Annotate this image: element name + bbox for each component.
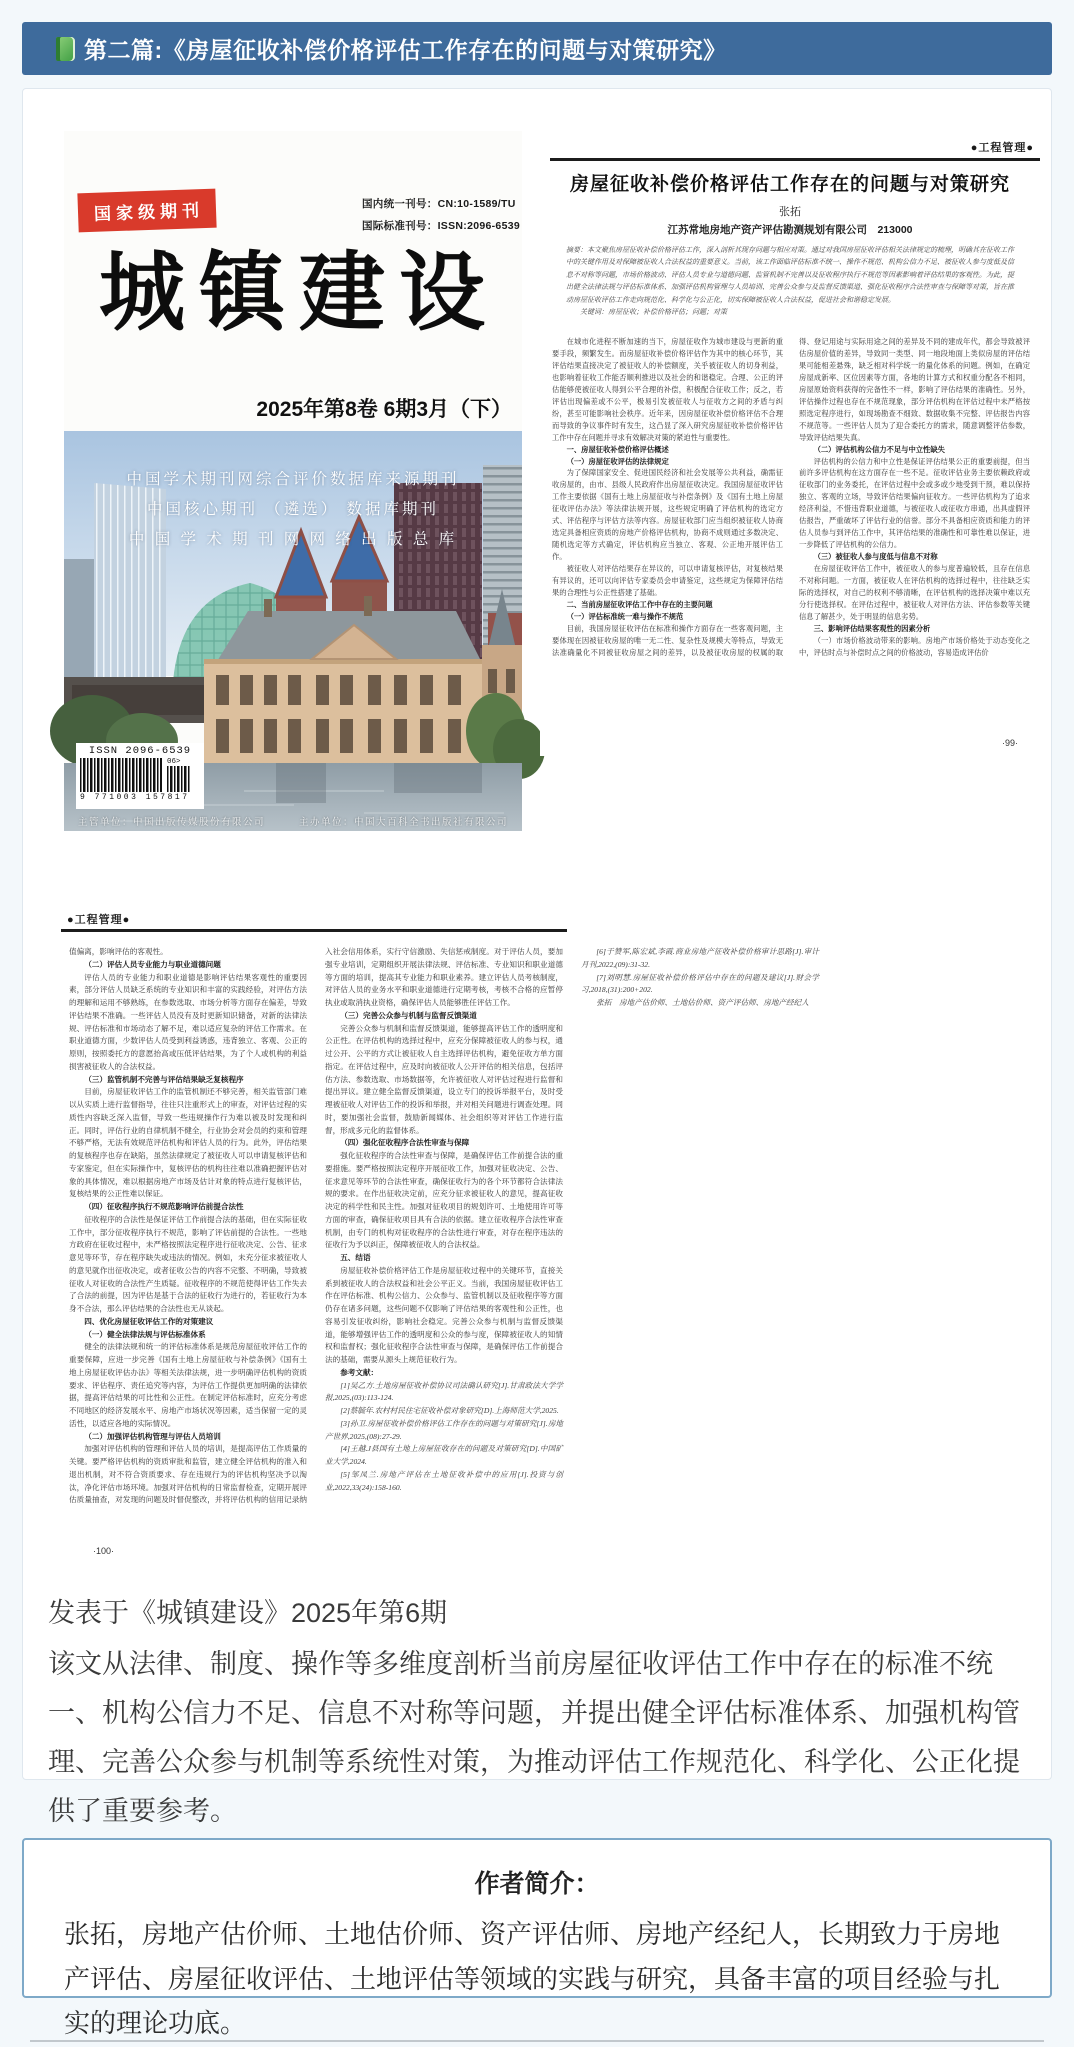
paragraph: 强化征收程序的合法性审查与保障，是确保评估工作前提合法的重要措施。要严格按照法定程序开展征收工作，加强对征收决定、公告、征求意见等环节的合法性审查，确保征收行为的各个环节都符合法律法规的要求。在作出征收决定前，应充分征求被征收人的意见，提高征收决定的科学性和民主性。加强对征收项目的规划许可、土地使用许可等方面的审查，确保征收项目具有合法的依据。建立征收程序合法性审查机制，由专门的机构对征收程序的合法性进行审查，对存在程序违法的征收行为予以纠正，保障被征收人的合法权益。 xyxy=(325,1151,563,1250)
paragraph: 征收程序的合法性是保证评估工作前提合法的基础，但在实际征收工作中，部分征收程序执行不规范，影响了评估前提的合法性。一些地方政府在征收过程中，未严格按照法定程序进行征收决定、公告、征求意见等环节，存在程序缺失或违法的情况。例如，未充分征求被征收人的意见就作出征收决定，或者征收公告的内容不完整、不明确，导致被征收人对征收的合法性产生质疑。征收程序的不规范使得评估工作失去了合法的前提，因为评估是基于合法的征收行为进行的，若征收行为本身不合法，那么评估结果的合法性也无从谈起。 xyxy=(69,1214,307,1313)
barcode-issn-text: ISSN 2096-6539 xyxy=(88,745,192,757)
section-heading: 四、优化房屋征收评估工作的对策建议 xyxy=(84,1316,214,1326)
paragraph: 为了保障国家安全、促进国民经济和社会发展等公共利益，确需征收房屋的，由市、县级人民政府作出房屋征收决定。我国房屋征收评估工作主要依据《国有土地上房屋征收与补偿条例》及《国有土地上房屋征收评估办法》等法律法规开展，这些规定明确了评估机构的选定方式、评估程序与评估方法等内容。房屋征收部门应当组织被征收人协商选定具备相应资质的房地产价格评估机构，协商不成则通过多数决定、随机选定等方式确定，评估机构应当独立、客观、公正地开展评估工作。 xyxy=(552,468,783,562)
green-book-icon xyxy=(56,37,75,61)
paragraph: 被征收人对评估结果存在异议的，可以申请复核评估，对复核结果有异议的，还可以向评估专家委员会申请鉴定，这些规定为保障评估结果的合理性与公正性搭建了基础。 xyxy=(552,564,783,598)
column-tag: ●工程管理● xyxy=(67,914,131,926)
article-summary: 该文从法律、制度、操作等多维度剖析当前房屋征收评估工作中存在的标准不统一、机构公信力不足、信息不对称等问题，并提出健全评估标准体系、加强机构管理、完善公众参与机制等系统性对策，为推动评估工作规范化、科学化、公正化提供了重要参考。 xyxy=(48,1649,1020,1827)
section-heading: 五、结语 xyxy=(340,1253,371,1262)
paper-author: 张拓 xyxy=(779,206,801,218)
section-heading: 二、当前房屋征收评估工作中存在的主要问题 xyxy=(566,599,713,609)
article-card xyxy=(22,88,1052,1827)
journal-issue: 2025年第8卷 6期3月（下） xyxy=(256,398,512,421)
section-heading: （二）加强评估机构管理与评估人员培训 xyxy=(84,1431,221,1441)
paragraph: 评估机构的公信力和中立性是保证评估结果公正的重要前提，但当前许多评估机构在这方面存在一些不足。征收评估业务主要依赖政府或征收部门的业务委托，在评估过程中会或多或少地受到干预，难以保持独立、客观的立场，导致评估结果偏向征收方。一些评估机构为了追求经济利益，不惜违背职业道德，与被征收人或征收方串通，出具虚假评估报告，严重破坏了评估行业的信誉。部分不具备相应资质和能力的评估人员参与到评估工作中，其评估结果的准确性和可靠性难以保证，进一步降低了评估机构的公信力。 xyxy=(799,456,1030,550)
section-heading: （二）评估机构公信力不足与中立性缺失 xyxy=(813,444,945,454)
national-journal-badge: 国家级期刊 xyxy=(77,189,216,233)
barcode-bars-ext xyxy=(167,766,191,792)
issn-barcode xyxy=(76,743,204,809)
page-title: 第二篇:《房屋征收补偿价格评估工作存在的问题与对策研究》 xyxy=(84,37,727,63)
section-heading: （四）征收程序执行不规范影响评估前提合法性 xyxy=(84,1202,244,1211)
page-number: ·99· xyxy=(1001,738,1018,748)
reference-item: [1]吴乙方.土地房屋征收补偿协议司法确认研究[J].甘肃政法大学学报,2025,(03):113-124. xyxy=(325,1380,563,1403)
page-number: ·100· xyxy=(93,1546,115,1556)
paragraph: 值偏离，影响评估的客观性。 xyxy=(69,947,168,956)
section-heading: 一、房屋征收补偿价格评估概述 xyxy=(566,444,669,454)
author-bio-title: 作者简介： xyxy=(474,1870,600,1898)
section-heading: （二）评估人员专业能力与职业道德问题 xyxy=(84,959,221,969)
paragraph: 目前，房屋征收评估工作的监管机制还不够完善，相关监管部门难以从实质上进行监督指导，往往只注重形式上的审查，对评估过程的实质性内容缺乏深入监督，导致一些违规操作行为难以被及时发现和纠正。同时，评估行业的自律机制不健全，行业协会对会员的约束和管理不够严格，无法有效规范评估机构和评估人员的行为。此外，评估结果的复核程序也存在缺陷，虽然法律规定了被征收人可以申请复核评估和专家鉴定，但在实际操作中，复核评估的机构往往难以准确把握评估对象的具体情况，难以根据房地产市场及估计对象的特点进行复核评估，复核结果的公正性难以保证。 xyxy=(69,1087,307,1199)
paragraph: 在房屋征收评估工作中，被征收人的参与度普遍较低，且存在信息不对称问题。一方面，被征收人在评估机构的选择过程中，往往缺乏实际的选择权，对自己的权利不够清晰，在评估机构的选择决策中难以充分行使选择权。在评估过程中，被征收人对评估方法、评估参数等关键信息了解甚少，处于明显的信息劣势。 xyxy=(799,564,1030,621)
paragraph: 健全的法律法规和统一的评估标准体系是规范房屋征收评估工作的重要保障，应进一步完善《国有土地上房屋征收与补偿条例》《国有土地上房屋征收评估办法》等相关法律法规，进一步明确评估机构的资质要求、评估程序、责任追究等内容，为评估工作提供更加明确的法律依据，提高评估结果的可比性和公正性。在制定评估标准时，应充分考虑不同地区的经济发展水平、房地产市场状况等因素，适当保留一定的灵活性，以适应各地的实际情况。 xyxy=(69,1342,307,1428)
header-rule xyxy=(61,929,567,932)
paragraph: 完善公众参与机制和监督反馈渠道，能够提高评估工作的透明度和公正性。在评估机构的选择过程中，应充分保障被征收人的参与权，通过公开、公平的方式让被征收人自主选择评估机构，避免征收方单方面指定。在评估过程中，应及时向被征收人公开评估的相关信息，包括评估方法、参数选取、市场数据等，允许被征收人对评估过程进行监督和提出异议。建立健全监督反馈渠道，设立专门的投诉举报平台，及时受理被征收人对评估工作的投诉和举报，并对相关问题进行调查处理。同时，要加强社会监督，鼓励新闻媒体、社会组织等对评估工作进行监督，形成多元化的监督体系。 xyxy=(325,1023,563,1135)
reference-item: [5]邹凤兰.房地产评估在土地征收补偿中的应用[J].投资与创业,2022,33(24):158-160. xyxy=(325,1469,563,1492)
header-bar xyxy=(22,22,1052,75)
paragraph: 房屋征收补偿价格评估工作是房屋征收过程中的关键环节，直接关系到被征收人的合法权益和社会公平正义。当前，我国房屋征收评估工作在评估标准、机构公信力、公众参与、监管机制以及征收程序等方面仍存在诸多问题，这些问题不仅影响了评估结果的客观性和公正性，也容易引发征收纠纷，影响社会稳定。完善公众参与机制与监督反馈渠道，能够增强评估工作的透明度和公众的参与度，保障被征收人的知情权和监督权；强化征收程序合法性审查与保障，是确保评估工作前提合法的基础，需要从源头上规范征收行为。 xyxy=(325,1265,563,1364)
published-in-line: 发表于《城镇建设》2025年第6期 xyxy=(48,1598,448,1628)
paper-page-99 xyxy=(540,131,1040,756)
paragraph: （一）市场价格波动带来的影响。房地产市场价格处于动态变化之中，评估时点与补偿时点之间的价格波动，容易造成评估价 xyxy=(799,635,1030,657)
author-bio-card xyxy=(22,1838,1052,2039)
abstract-text: 摘要：本文聚焦房屋征收补偿价格评估工作，深入剖析其现存问题与相应对策。通过对我国房屋征收评估相关法律规定的梳理，明确其在征收工作中的关键作用及对保障被征收人合法权益的重要意义。当前，该工作面临评估标准不统一、操作不规范、机构公信力不足、被征收人参与度低及信息不对称等问题，市场价格波动、评估人员专业与道德问题、监管机制不完善以及征收程序执行不规范等因素影响着评估结果的客观性。为此，提出健全法律法规与评估标准体系、加强评估机构管理与人员培训、完善公众参与及监督反馈渠道、强化征收程序合法性审查与保障等对策，旨在推动房屋征收评估工作走向规范化、科学化与公正化，切实保障被征收人合法权益，促进社会和谐稳定发展。 xyxy=(566,246,1014,304)
barcode-bars xyxy=(80,758,162,792)
section-heading: （一）评估标准统一难与操作不规范 xyxy=(566,611,684,621)
reference-item: [2]蔡毓年.农村村民住宅征收补偿对象研究[D].上海师范大学,2025. xyxy=(340,1406,559,1415)
organizer-right: 主办单位：中国大百科全书出版社有限公司 xyxy=(298,817,508,828)
section-heading: （三）完善公众参与机制与监督反馈渠道 xyxy=(340,1010,477,1020)
header-rule xyxy=(550,158,1040,161)
column-tag: ●工程管理● xyxy=(970,142,1034,154)
section-heading: （一）健全法律法规与评估标准体系 xyxy=(84,1329,206,1339)
section-heading: （三）监管机制不完善与评估结果缺乏复核程序 xyxy=(84,1074,244,1084)
paragraph: 评估人员的专业能力和职业道德是影响评估结果客观性的重要因素，部分评估人员缺乏系统的专业知识和丰富的实践经验，对评估方法的理解和运用不够熟练，在参数选取、市场分析等方面存在偏差，导致评估结果不准确。一些评估人员没有及时更新知识储备，对新的法律法规、评估标准和市场动态了解不足，难以适应复杂的评估工作需求。在职业道德方面，少数评估人员受到利益诱惑，违背独立、客观、公正的原则，按照委托方的意愿抬高或压低评估结果，为了个人或机构的利益损害被征收人的合法权益。 xyxy=(69,972,307,1071)
cover-organizers xyxy=(64,814,522,828)
accolade-line: 中国核心期刊 （遴选） 数据库期刊 xyxy=(146,501,440,519)
cover-accolades xyxy=(64,465,522,556)
reference-item: [4]王越.J县国有土地上房屋征收存在的问题及对策研究[D].中国矿业大学,2024. xyxy=(325,1444,563,1466)
organizer-left: 主管单位：中国出版传媒股份有限公司 xyxy=(78,817,266,828)
page-100-columns xyxy=(69,946,819,1508)
accolade-line: 中国学术期刊网综合评价数据库来源期刊 xyxy=(126,471,460,488)
keywords: 关键词：房屋征收；补偿价格评估；问题；对策 xyxy=(580,308,727,317)
paper-affiliation: 江苏常地房地产资产评估勘测规划有限公司 213000 xyxy=(667,224,913,236)
barcode-digits: 9 771003 157817 xyxy=(80,793,190,802)
section-heading: 三、影响评估结果客观性的因素分析 xyxy=(813,623,931,633)
paragraph: 加强对评估机构的管理和评估人员的培训，是提高评估工作质量的关键。要严格评估机构的资质审批和监管，建立健全评估机构的准入和退出机制，对不符合资质要求、存在违规行为的评估机构坚决予以淘汰，净化评估市场环境。加强对评估机构的日常监督检查，定期开展评估质量抽查，对发现的问题及时督促整改，并将评估机构的信用记录纳入社会信用体系，实行守信激励、失信惩戒制度。对于评估人员，要加强专业培训，定期组织开展法律法规、评估标准、专业知识和职业道德等方面的培训，提高其专业能力和职业素养。建立评估人员考核制度，对评估人员的业务水平和职业道德进行定期考核，考核不合格的应暂停执业或取消执业资格，确保评估人员能够胜任评估工作。 xyxy=(69,947,563,1505)
page-99-columns xyxy=(552,336,1030,718)
cn-number: 国内统一刊号：CN:10-1589/TU xyxy=(361,198,516,210)
reference-item: [6]于赞军,陈宏斌,李霞.商业房地产征收补偿价格审计思路[J].审计月刊,2022,(09):31-32. xyxy=(581,947,819,969)
paper-title: 房屋征收补偿价格评估工作存在的问题与对策研究 xyxy=(569,174,1010,195)
section-heading: （三）被征收人参与度低与信息不对称 xyxy=(813,552,938,562)
issn-number: 国际标准刊号：ISSN:2096-6539 xyxy=(361,220,520,233)
section-heading: （四）强化征收程序合法性审查与保障 xyxy=(340,1138,470,1148)
paragraph: 在城市化进程不断加速的当下，房屋征收作为城市建设与更新的重要手段，频繁发生。而房屋征收补偿价格评估作为其中的核心环节，其评估结果直接决定了被征收人的补偿额度，关乎被征收人的切身利益，也影响着征收工作能否顺利推进以及社会的和谐稳定。合理、公正的评估能够使被征收人得到公平合理的补偿，积极配合征收工作；反之，若评估出现偏差或不公平，极易引发被征收人与征收方之间的矛盾与纠纷，甚至可能影响社会秩序。近年来，因房屋征收补偿价格评估不合理而导致的争议事件时有发生，这凸显了深入研究房屋征收补偿价格评估工作中存在问题并寻求有效解决对策的紧迫性与重要性。 xyxy=(552,337,783,442)
section-heading: （一）房屋征收评估的法律规定 xyxy=(566,456,669,466)
publication-note xyxy=(48,1591,1034,1837)
paragraph: 目前，我国房屋征收评估在标准和操作方面存在一些客观问题，主要体现在因被征收房屋的唯一无二性、复杂性及规模大等特点，导致无法准确量化不同被征收房屋之间的差异，以及被征收房屋的权属的取得、登记用途与实际用途之间的差异及不同的建成年代，都会导致被评估房屋价值的差异，导致同一类型、同一地段地面上类似房屋的评估结果可能相差悬殊，缺乏相对科学统一的量化体系的问题。例如，在确定房屋成新率、区位因素等方面，各地的计算方式和权重分配各不相同，房屋原始资料获得的完备性不一样，影响了评估结果的准确性。另外，评估操作过程也存在不规范现象，部分评估机构在评估过程中未严格按照选定程序进行，如现场勘查不细致、数据收集不完整、评估报告内容不规范等。一些评估人员为了迎合委托方的需求，随意调整评估参数，导致评估结果失真。 xyxy=(552,337,1030,657)
journal-cover-image xyxy=(64,131,522,831)
reference-item: 张拓 房地产估价师、土地估价师、资产评估师、房地产经纪人 xyxy=(596,998,809,1007)
paper-page-100 xyxy=(61,906,819,1566)
author-bio-body: 张拓，房地产估价师、土地估价师、资产评估师、房地产经纪人，长期致力于房地产评估、房屋征收评估、土地评估等领域的实践与研究，具备丰富的项目经验与扎实的理论功底。 xyxy=(64,1919,1001,2039)
barcode-suffix: 06> xyxy=(167,758,181,766)
reference-item: [3]孙卫.房屋征收补偿价格评估工作存在的问题与对策研究[J].房地产世界,2025,(08):27-29. xyxy=(325,1418,563,1441)
next-card-divider xyxy=(30,2040,1044,2042)
journal-title: 城镇建设 xyxy=(99,245,499,341)
paper-abstract xyxy=(566,244,1014,319)
accolade-line: 中 国 学 术 期 刊 网 网 络 出 版 总 库 xyxy=(128,531,458,549)
reference-item: [7]刘明慧.房屋征收补偿价格评估中存在的问题及建议[J].财会学习,2018,(31):200+202. xyxy=(581,972,819,995)
section-heading: 参考文献： xyxy=(340,1367,379,1377)
